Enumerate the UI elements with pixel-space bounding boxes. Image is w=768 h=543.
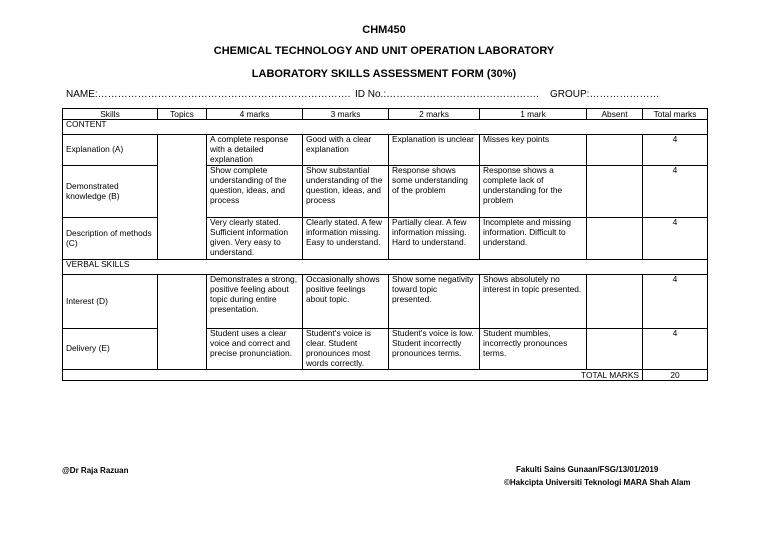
criteria-1-mark: Misses key points bbox=[480, 135, 587, 166]
criteria-4-marks: Show complete understanding of the question, ideas, and process bbox=[207, 166, 303, 218]
criteria-1-mark: Student mumbles, incorrectly pronounces terms. bbox=[480, 329, 587, 370]
total-marks-cell: 4 bbox=[643, 166, 708, 218]
section-content bbox=[63, 120, 708, 135]
criteria-3-marks: Student's voice is clear. Student pronounces most words correctly. bbox=[303, 329, 389, 370]
skill-label: Delivery (E) bbox=[63, 329, 158, 370]
name-field[interactable]: NAME:…………………………………………………………………. bbox=[66, 89, 351, 100]
header-row bbox=[63, 109, 708, 120]
criteria-2-marks: Partially clear. A few information missing. Hard to understand. bbox=[389, 218, 480, 260]
criteria-4-marks: Very clearly stated. Sufficient information given. Very easy to understand. bbox=[207, 218, 303, 260]
criteria-1-mark: Response shows a complete lack of understanding for the problem bbox=[480, 166, 587, 218]
copyright-notice: ©Hakcipta Universiti Teknologi MARA Shah Alam bbox=[504, 478, 691, 487]
lab-title: CHEMICAL TECHNOLOGY AND UNIT OPERATION LABORATORY bbox=[213, 45, 555, 57]
total-marks-cell: 4 bbox=[643, 218, 708, 260]
topics-cell-verbal[interactable] bbox=[158, 275, 207, 370]
total-marks-label: TOTAL MARKS bbox=[480, 370, 643, 381]
criteria-3-marks: Good with a clear explanation bbox=[303, 135, 389, 166]
course-code: CHM450 bbox=[362, 24, 406, 36]
absent-cell[interactable] bbox=[587, 218, 643, 260]
skill-label: Explanation (A) bbox=[63, 135, 158, 166]
col-1-mark: 1 mark bbox=[480, 109, 587, 120]
faculty-reference: Fakulti Sains Gunaan/FSG/13/01/2019 bbox=[516, 465, 659, 474]
skill-label: Demonstrated knowledge (B) bbox=[63, 166, 158, 218]
criteria-4-marks: A complete response with a detailed explanation bbox=[207, 135, 303, 166]
assessment-table bbox=[62, 108, 708, 381]
criteria-4-marks: Demonstrates a strong, positive feeling about topic during entire presentation. bbox=[207, 275, 303, 329]
section-content-label: CONTENT bbox=[63, 120, 708, 135]
total-marks-value: 20 bbox=[643, 370, 708, 381]
form-title: LABORATORY SKILLS ASSESSMENT FORM (30%) bbox=[251, 68, 517, 80]
criteria-2-marks: Response shows some understanding of the problem bbox=[389, 166, 480, 218]
absent-cell[interactable] bbox=[587, 275, 643, 329]
skill-label: Description of methods (C) bbox=[63, 218, 158, 260]
total-marks-cell: 4 bbox=[643, 275, 708, 329]
criteria-3-marks: Clearly stated. A few information missing. Easy to understand. bbox=[303, 218, 389, 260]
criteria-3-marks: Occasionally shows positive feelings about topic. bbox=[303, 275, 389, 329]
table-row bbox=[63, 275, 708, 329]
absent-cell[interactable] bbox=[587, 135, 643, 166]
absent-cell[interactable] bbox=[587, 329, 643, 370]
skill-label: Interest (D) bbox=[63, 275, 158, 329]
group-field[interactable]: GROUP:………………… bbox=[550, 89, 660, 100]
total-marks-cell: 4 bbox=[643, 135, 708, 166]
col-total-marks: Total marks bbox=[643, 109, 708, 120]
criteria-2-marks: Show some negativity toward topic presented. bbox=[389, 275, 480, 329]
topics-cell-content[interactable] bbox=[158, 135, 207, 260]
col-2-marks: 2 marks bbox=[389, 109, 480, 120]
total-marks-cell: 4 bbox=[643, 329, 708, 370]
criteria-2-marks: Explanation is unclear bbox=[389, 135, 480, 166]
col-topics: Topics bbox=[158, 109, 207, 120]
criteria-2-marks: Student's voice is low. Student incorrectly pronounces terms. bbox=[389, 329, 480, 370]
col-3-marks: 3 marks bbox=[303, 109, 389, 120]
criteria-1-mark: Incomplete and missing information. Difficult to understand. bbox=[480, 218, 587, 260]
table-row bbox=[63, 135, 708, 166]
col-absent: Absent bbox=[587, 109, 643, 120]
criteria-3-marks: Show substantial understanding of the question, ideas, and process bbox=[303, 166, 389, 218]
author-credit: @Dr Raja Razuan bbox=[62, 466, 129, 475]
total-row bbox=[63, 370, 708, 381]
id-field[interactable]: ID No.:………………………………………. bbox=[355, 89, 539, 100]
col-skills: Skills bbox=[63, 109, 158, 120]
absent-cell[interactable] bbox=[587, 166, 643, 218]
section-verbal-label: VERBAL SKILLS bbox=[63, 260, 708, 275]
criteria-4-marks: Student uses a clear voice and correct and precise pronunciation. bbox=[207, 329, 303, 370]
total-row-blank bbox=[63, 370, 480, 381]
col-4-marks: 4 marks bbox=[207, 109, 303, 120]
criteria-1-mark: Shows absolutely no interest in topic presented. bbox=[480, 275, 587, 329]
section-verbal-skills bbox=[63, 260, 708, 275]
